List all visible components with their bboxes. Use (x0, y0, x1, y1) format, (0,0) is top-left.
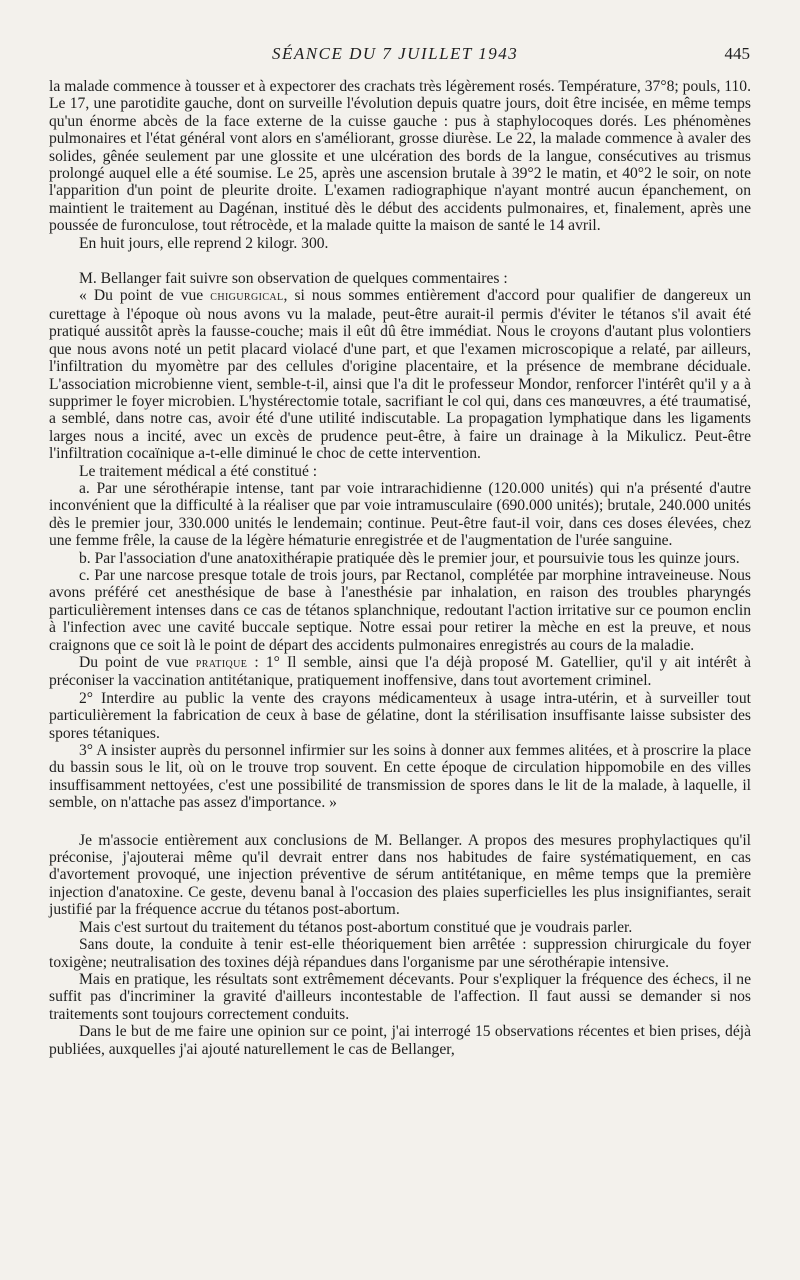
paragraph: Mais en pratique, les résultats sont extrêmement décevants. Pour s'expliquer la fréquence des échecs, il ne suffit pas d'incriminer la gravité d'ailleurs incontestable de l'affection. Il faut aussi se demander si nos traitements sont toujours correctement conduits. (49, 970, 751, 1023)
paragraph: En huit jours, elle reprend 2 kilogr. 300. (79, 234, 329, 252)
running-head: SÉANCE DU 7 JUILLET 1943 (272, 44, 519, 63)
small-caps-run: pratique (195, 656, 248, 671)
paragraph: M. Bellanger fait suivre son observation de quelques commentaires : (79, 270, 508, 288)
paragraph: Sans doute, la conduite à tenir est-elle théoriquement bien arrêtée : suppression chirurgicale du foyer toxigène; neutralisation des toxines déjà répandues dans l'organisme par une sérothérapie intensive. (49, 936, 751, 971)
text-run: « Du point de vue (79, 287, 204, 305)
paragraph: a. Par une sérothérapie intense, tant par voie intrarachidienne (120.000 unités) qui n'a présenté d'autre inconvénient que la difficulté à la réaliser que par voie intramusculaire (690.000 unités); brutale, 240.000 unités dès le premier jour, 330.000 unités le lendemain; continue. Peut-être faut-il voir, dans ces doses élevées, chez une femme frêle, la cause de la légère hématurie enregistrée et de l'augmentation de l'urée sanguine. (49, 479, 751, 550)
body-text (49, 78, 751, 1058)
paragraph: Je m'associe entièrement aux conclusions de M. Bellanger. A propos des mesures prophylactiques qu'il préconise, j'ajouterai même qu'il devrait entrer dans nos habitudes de faire systématiquement, en cas d'avortement provoqué, une injection préventive de sérum antitétanique, en même temps que la première injection d'anatoxine. Ce geste, devenu banal à l'occasion des plaies superficielles les plus insignifiantes, serait justifié par la fréquence accrue du tétanos post-abortum. (49, 831, 751, 919)
page-number: 445 (724, 44, 750, 63)
text-run: Du point de vue (79, 654, 189, 671)
paragraph (49, 287, 751, 462)
paragraph (49, 654, 751, 690)
paragraph: Le traitement médical a été constitué : (79, 462, 318, 480)
paragraph: Mais c'est surtout du traitement du tétanos post-abortum constitué que je voudrais parler. (79, 918, 633, 936)
text-run: : 1° Il semble, ainsi que l'a déjà proposé M. Gatellier, qu'il y ait intérêt à préconiser la vaccination antitétanique, pratiquement inoffensive, dans tout avortement criminel. (49, 654, 752, 690)
paragraph: 3° A insister auprès du personnel infirmier sur les soins à donner aux femmes alitées, et à proscrire la place du bassin sous le lit, où on le trouve trop souvent. En cette époque de circulation hippomobile en des villes insuffisamment nettoyées, c'est une possibilité de transmission de spores dans le lit de la malade, à laquelle, il semble, on n'attache pas assez d'importance. » (49, 742, 751, 812)
small-caps-run: chigurgical (210, 289, 284, 305)
paragraph: Dans le but de me faire une opinion sur ce point, j'ai interrogé 15 observations récentes et bien prises, déjà publiées, auxquelles j'ai ajouté naturellement le cas de Bellanger, (49, 1023, 751, 1058)
text-run: , si nous sommes entièrement d'accord pour qualifier de dangereux un curettage à l'époque où nous avons vu la malade, peut-être aurait-il permis d'éviter le tétanos s'il avait été pratiqué aussitôt après la fausse-couche; mais il eût dû être immédiat. Nous le croyons d'autant plus volontiers que nous avons noté un petit placard violacé d'une part, et que l'examen microscopique a relaté, par ailleurs, l'infiltration du myomètre par des cellules d'origine placentaire, et la présence de membrane déciduale. L'association microbienne vient, semble-t-il, ainsi que l'a dit le professeur Mondor, renforcer l'intérêt qu'il y a à supprimer le foyer microbien. L'hystérectomie totale, sacrifiant le col qui, dans ces manœuvres, a été traumatisé, a semblé, dans notre cas, avoir été d'une utilité indiscutable. La propagation lymphatique dans les ligaments larges nous a incité, avec un excès de prudence peut-être, à faire un drainage à la Mikulicz. Peut-être l'infiltration cocaïnique a-t-elle diminué le choc de cette intervention. (49, 287, 751, 463)
page-header (0, 44, 800, 68)
paragraph: b. Par l'association d'une anatoxithérapie pratiquée dès le premier jour, et poursuivie tous les quinze jours. (79, 549, 740, 567)
paragraph: la malade commence à tousser et à expectorer des crachats très légèrement rosés. Température, 37°8; pouls, 110. Le 17, une parotidite gauche, dont on surveille l'évolution depuis quatre jours, doit être incisée, en même temps qu'un énorme abcès de la face externe de la cuisse gauche : pus à staphylocoques dorés. Les phénomènes pulmonaires et l'état général vont alors en s'améliorant, grosse diurèse. Le 22, la malade commence à avaler des solides, gênée seulement par une glossite et une ulcération des bords de la langue, consécutives au trismus prolongé auquel elle a été soumise. Le 25, après une ascension brutale à 39°2 le matin, et 40°2 le soir, on note l'apparition d'un point de pleurite droite. L'examen radiographique n'ayant montré aucun épanchement, on maintient le traitement au Dagénan, institué dès le début des accidents pulmonaires, et, finalement, après une poussée de furonculose, tout rétrocède, et la malade quitte la maison de santé le 14 avril. (49, 78, 751, 235)
paragraph: 2° Interdire au public la vente des crayons médicamenteux à usage intra-utérin, et à surveiller tout particulièrement la fabrication de ceux à base de gélatine, dont la stérilisation insuffisante laisse subsister des spores tétaniques. (49, 689, 751, 742)
paragraph: c. Par une narcose presque totale de trois jours, par Rectanol, complétée par morphine intraveineuse. Nous avons préféré cet anesthésique de base à l'anesthésie par inhalation, en raison des troubles pharyngés particulièrement intenses dans ce cas de tétanos splanchnique, redoutant l'action irritative sur ce poumon enclin à l'infection avec une cavité buccale septique. Notre essai pour retirer la mèche en est la preuve, et nous craignons que ce soit là le point de départ des accidents pulmonaires enregistrés au cours de la maladie. (49, 566, 751, 654)
